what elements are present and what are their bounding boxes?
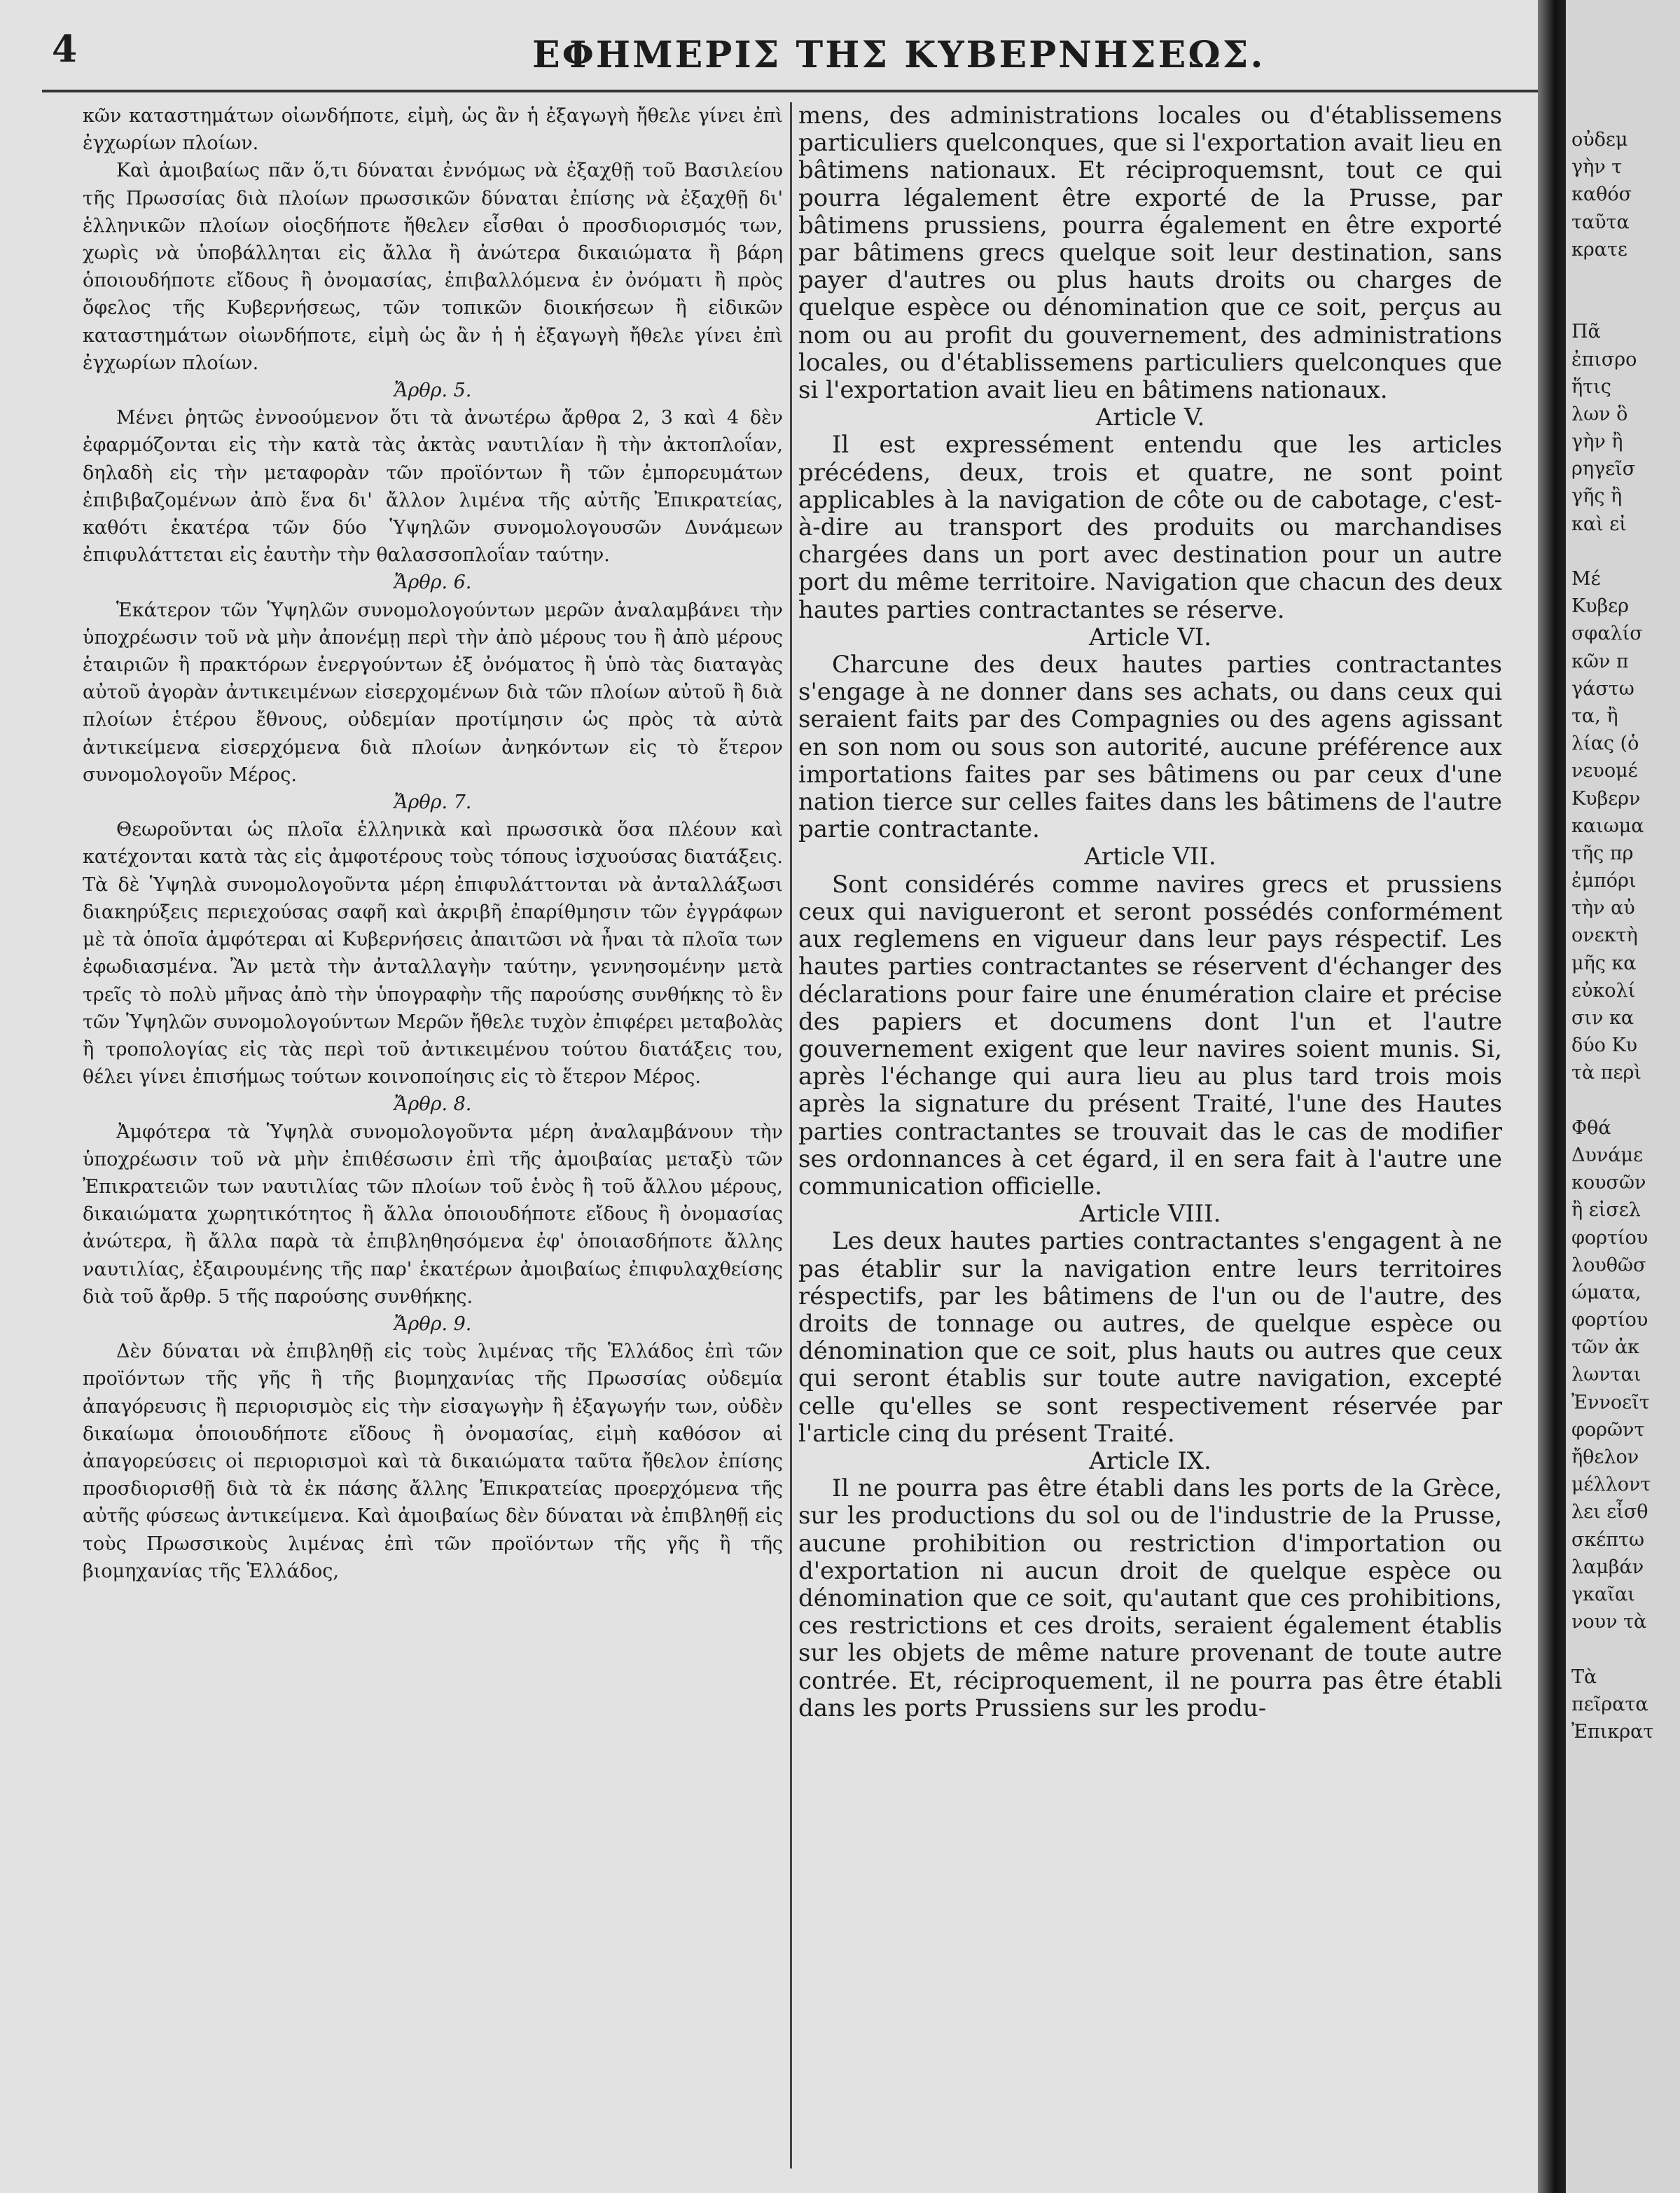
adjacent-page-line: σκέπτω [1571, 1528, 1644, 1551]
adjacent-page-line: Δυνάμε [1571, 1144, 1644, 1166]
french-article-6-heading: Article VI. [1089, 623, 1212, 651]
adjacent-page-line: Πᾶ [1571, 321, 1601, 343]
adjacent-page [1566, 0, 1680, 2193]
adjacent-page-line: λωνται [1571, 1364, 1641, 1386]
adjacent-page-line: κρατε [1571, 238, 1627, 261]
adjacent-page-line: μῆς κα [1571, 952, 1637, 974]
adjacent-page-line: ἢ εἰσελ [1571, 1199, 1641, 1222]
adjacent-page-line: ταῦτα [1571, 211, 1630, 233]
adjacent-page-line: καιωμα [1571, 815, 1644, 837]
adjacent-page-line [1571, 1635, 1676, 1663]
greek-opening-text: κῶν καταστημάτων οἰωνδήποτε, εἰμὴ, ὡς ἂν ἡ ἐξαγωγὴ ἤθελε γίνει ἐπὶ ἐγχωρίων πλοίων. [83, 105, 783, 155]
adjacent-page-fragments [1571, 126, 1676, 1745]
french-article-5-text: Il est expressément entendu que les articles précédens, deux, trois et quatre, ne sont point applicables à la navigation de côte ou de cabotage, c'est-à-dire au transport des produits ou marchandises chargées dans un port avec destination pour un autre port du même territoire. Navigation que chacun des deux hautes parties contractantes se réserve. [798, 431, 1502, 624]
adjacent-page-line: ἐπισρο [1571, 348, 1637, 371]
greek-article-7-text: Θεωροῦνται ὡς πλοῖα ἑλληνικὰ καὶ πρωσσικὰ ὅσα πλέουν καὶ κατέχονται κατὰ τὰς εἰς ἀμφοτέρους τοὺς τόπους ἰσχυούσας διατάξεις. Τὰ δὲ Ὑψηλὰ συνομολογοῦντα μέρη ἐπιφυλάττονται νὰ ἀνταλλάξωσι διακηρύξεις περιεχούσας σαφῆ καὶ ἀκριβῆ ἐπαρίθμησιν τῶν ἐγγράφων μὲ τὰ ὁποῖα ἀμφότεραι αἱ Κυβερνήσεις ἀπαιτῶσι νὰ ἦναι τὰ πλοῖα των ἐφωδιασμένα. Ἂν μετὰ τὴν ἀνταλλαγὴν ταύτην, γεννησομένην μετὰ τρεῖς τὸ πολὺ μῆνας ἀπὸ τὴν ὑπογραφὴν τῆς παρούσης συνθήκης τὸ ἓν τῶν Ὑψηλῶν συνομολογούντων Μερῶν ἤθελε τυχὸν ἐπιφέρει μεταβολὰς ἢ τροπολογίας εἰς τὰς περὶ τοῦ ἀντικειμένου τούτου διατάξεις του, θέλει γίνει ἐπισήμως τούτων κοινοποίησις εἰς τὸ ἕτερον Μέρος. [83, 819, 783, 1088]
adjacent-page-line: νουν τὰ [1571, 1611, 1647, 1633]
french-article-9-text: Il ne pourra pas être établi dans les ports de la Grèce, sur les productions du sol ou de l'industrie de la Prusse, aucune prohibition ou restriction d'importation ou d'exportation ni aucun droit de quelque espèce ou dénomination que ce soit, qu'autant que ces prohibitions, ces restrictions et ces droits, seraient également établis sur les objets de même nature provenant de toute autre contrée. Et, réciproquement, il ne pourra pas être établi dans les ports Prussiens sur les produ- [798, 1474, 1502, 1722]
french-opening-text: mens, des administrations locales ou d'établissemens particuliers quelconques, que si l'exportation avait lieu en bâtimens nationaux. Et réciproquemsnt, tout ce qui pourra légalement être exporté de la Prusse, par bâtimens prussiens, pourra également en être exporté par bâtimens grecs quelque soit leur destination, sans payer d'autres ou plus hauts droits ou charges de quelque espèce ou dénomination que ce soit, perçus au nom ou au profit du gouvernement, des administrations locales, ou d'établissemens particuliers quelconques que si l'exportation avait lieu en bâtimens nationaux. [798, 102, 1502, 405]
french-article-8-heading: Article VIII. [1079, 1200, 1221, 1229]
adjacent-page-line: ρηγεῖσ [1571, 458, 1636, 480]
french-article-7-heading: Article VII. [1084, 843, 1216, 871]
adjacent-page-line: ἥτις [1571, 375, 1611, 398]
adjacent-page-line: πεῖρατα [1571, 1693, 1648, 1715]
adjacent-page-line [1571, 291, 1676, 318]
french-article-8-text: Les deux hautes parties contractantes s'engagent à ne pas établir sur la navigation entre leurs territoires réspectifs, par les bâtimens de l'un ou de l'autre, des droits de tonnage ou autres, de quelque espèce ou dénomination que ce soit, plus hauts ou autres que ceux qui seront établis sur toute autre navigation, excepté celle qu'elles se sont respectivement réservée par l'article cinq du présent Traité. [798, 1227, 1502, 1448]
french-article-5-heading: Article V. [1095, 403, 1205, 432]
adjacent-page-line: Μέ [1571, 568, 1601, 590]
greek-article-8-text: Ἀμφότερα τὰ Ὑψηλὰ συνομολογοῦντα μέρη ἀναλαμβάνουν τὴν ὑποχρέωσιν τοῦ νὰ μὴν ἐπιθέσωσιν ἐπὶ τῆς ἀμοιβαίας μεταξὺ τῶν Ἐπικρατειῶν των ναυτιλίας τῶν πλοίων τοῦ ἑνὸς ἢ τοῦ ἄλλου μέρους, δικαιώματα χωρητικότητος ἢ ἄλλα ὁποιουδήποτε εἴδους ἢ ὀνομασίας ἀνώτερα, ἢ ἄλλα παρὰ τὰ ἐπιβληθησόμενα ἐφ' ὁποιασδήποτε ἄλλης ναυτιλίας, ἐξαιρουμένης τῆς παρ' ἑκατέρων ἀμοιβαίως ἐπιφυλαχθείσης διὰ τοῦ ἄρθρ. 5 τῆς παρούσης συνθήκης. [83, 1121, 783, 1308]
adjacent-page-line: μέλλοντ [1571, 1474, 1651, 1496]
adjacent-page-line: κουσῶν [1571, 1172, 1646, 1194]
french-article-9-heading: Article IX. [1089, 1446, 1212, 1475]
adjacent-page-line: λαμβάν [1571, 1556, 1644, 1578]
greek-article-6-text: Ἑκάτερον τῶν Ὑψηλῶν συνομολογούντων μερῶν ἀναλαμβάνει τὴν ὑποχρέωσιν τοῦ νὰ μὴν ἀπονέμῃ περὶ τὴν ἀπὸ μέρους του ἢ ἀπὸ μέρους ἑταιριῶν ἢ πρακτόρων ἐνεργούντων ἐξ ὀνόματος ἢ ὑπὸ τὰς διαταγὰς αὐτοῦ ἀγορὰν ἀντικειμένων εἰσερχομένων διὰ τῶν πλοίων αὐτοῦ ἢ διὰ πλοίων ἑτέρου ἔθνους, οὐδεμίαν προτίμησιν ὡς πρὸς τὰ αὐτὰ ἀντικείμενα εἰσερχόμενα διὰ πλοίων ἀνηκόντων εἰς τὸ ἕτερον συνομολογοῦν Μέρος. [83, 599, 783, 786]
adjacent-page-line: φορτίου [1571, 1226, 1648, 1249]
adjacent-page-line: τῆς πρ [1571, 842, 1634, 864]
greek-article-5-text: Μένει ῥητῶς ἐννοούμενον ὅτι τὰ ἀνωτέρω ἄρθρα 2, 3 καὶ 4 δὲν ἐφαρμόζονται εἰς τὴν κατὰ τὰς ἀκτὰς ναυτιλίαν ἢ τὴν ἀκτοπλοΐαν, δηλαδὴ εἰς τὴν μεταφορὰν τῶν προϊόντων ἢ τῶν ἐμπορευμάτων ἐπιβιβαζομένων ἀπὸ ἕνα δι' ἄλλον λιμένα τῆς αὐτῆς Ἐπικρατείας, καθότι ἑκατέρα τῶν δύο Ὑψηλῶν συνομολογουσῶν Δυνάμεων ἐπιφυλάττεται εἰς ἑαυτὴν τὴν θαλασσοπλοΐαν ταύτην. [83, 407, 783, 567]
french-article-7-text: Sont considérés comme navires grecs et prussiens ceux qui navigueront et seront possédés conformément aux reglemens en vigueur dans leur pays réspectif. Les hautes parties contractantes se réservent d'échanger des déclarations pour faire une énumération claire et précise des papiers et documens dont l'un et l'autre gouvernement exigent que leur navires soient munis. Si, après l'échange qui aura lieu au plus tard trois mois après la signature du présent Traité, l'une des Hautes parties contractantes se trouvait das le cas de modifier ses ordonnances à cet égard, il en sera fait à l'autre une communication officielle. [798, 870, 1502, 1201]
adjacent-page-line [1571, 263, 1676, 291]
adjacent-page-line: γὴν τ [1571, 156, 1623, 179]
adjacent-page-line: λει εἶσθ [1571, 1501, 1648, 1523]
greek-article-9-heading: Ἄρθρ. 9. [394, 1313, 472, 1335]
adjacent-page-line: Ἐννοεῖτ [1571, 1391, 1650, 1413]
adjacent-page-line: Κυβερ [1571, 595, 1630, 618]
adjacent-page-line: τὴν αὐ [1571, 897, 1635, 920]
french-column [798, 102, 1502, 1722]
adjacent-page-line [1571, 1087, 1676, 1114]
adjacent-page-line: νευομέ [1571, 760, 1638, 782]
adjacent-page-line: φορῶντ [1571, 1418, 1645, 1441]
adjacent-page-line: ώματα, [1571, 1281, 1641, 1303]
running-title: ΕΦΗΜΕΡΙΣ ΤΗΣ ΚΥΒΕΡΝΗΣΕΩΣ. [532, 34, 1265, 76]
adjacent-page-line: δύο Κυ [1571, 1035, 1638, 1057]
adjacent-page-line: γκαῖαι [1571, 1583, 1635, 1605]
adjacent-page-line: λων ὃ [1571, 403, 1628, 425]
greek-article-8-heading: Ἄρθρ. 8. [394, 1093, 472, 1116]
book-binding-gutter [1538, 0, 1566, 2193]
adjacent-page-line: ἤθελον [1571, 1446, 1639, 1468]
adjacent-page-line: ονεκτὴ [1571, 925, 1638, 947]
adjacent-page-line: εὐκολί [1571, 979, 1636, 1002]
greek-article-7-heading: Ἄρθρ. 7. [394, 791, 472, 814]
adjacent-page-line: γῆς ἢ [1571, 485, 1623, 508]
adjacent-page-line: γάστω [1571, 677, 1634, 700]
adjacent-page-line: λουθῶσ [1571, 1254, 1646, 1276]
header-rule [42, 90, 1548, 92]
column-divider [790, 102, 792, 2168]
adjacent-page-line: λίας (ὁ [1571, 733, 1639, 755]
adjacent-page-line: καθόσ [1571, 184, 1632, 206]
adjacent-page-line: καὶ εἰ [1571, 513, 1627, 535]
adjacent-page-line: τὰ περὶ [1571, 1062, 1641, 1084]
greek-article-6-heading: Ἄρθρ. 6. [394, 572, 472, 594]
greek-reciprocal-paragraph: Καὶ ἀμοιβαίως πᾶν ὅ,τι δύναται ἐννόμως νὰ ἐξαχθῇ τοῦ Βασιλείου τῆς Πρωσσίας διὰ πλοίων πρωσσικῶν δύναται ἐπίσης νὰ ἐξαχθῇ δι' ἑλληνικῶν πλοίων οἱοςδήποτε ἤθελεν εἶσθαι ὁ προσδιορισμός των, χωρὶς νὰ ὑποβάλληται εἰς ἄλλα ἢ ἀνώτερα δικαιώματα ἢ βάρη ὁποιουδήποτε εἴδους ἢ ὀνομασίας, ἐπιβαλλόμενα ἐν ὀνόματι ἢ πρὸς ὄφελος τῆς Κυβερνήσεως, τῶν τοπικῶν διοικήσεων ἢ εἰδικῶν καταστημάτων οἰωνδήποτε, εἰμὴ ὡς ἂν ἡ ἡ ἐξαγωγὴ ἤθελε γίνει ἐπὶ ἐγχωρίων πλοίων. [83, 160, 783, 374]
adjacent-page-line: οὐδεμ [1571, 129, 1628, 151]
adjacent-page-line: σιν κα [1571, 1007, 1634, 1029]
adjacent-page-line: κῶν π [1571, 650, 1629, 672]
adjacent-page-line: τῶν ἀκ [1571, 1336, 1640, 1359]
adjacent-page-line: σφαλίσ [1571, 623, 1643, 645]
french-article-6-text: Charcune des deux hautes parties contractantes s'engage à ne donner dans ses achats, ou dans ceux qui seraient faits par des Compagnies ou des agens agissant en son nom ou sous son autorité, aucune préférence aux importations faites par ses bâtimens ou par ceux d'une nation tierce sur celles faites dans les bâtimens de l'autre partie contractante. [798, 651, 1502, 844]
adjacent-page-line: Κυβερν [1571, 787, 1641, 810]
adjacent-page-line: γὴν ἢ [1571, 431, 1623, 453]
page-number: 4 [52, 28, 78, 71]
adjacent-page-line: Ἐπικρατ [1571, 1720, 1654, 1743]
adjacent-page-line: τα, ἢ [1571, 705, 1618, 727]
greek-column [83, 102, 783, 1585]
adjacent-page-line: Φθά [1571, 1116, 1611, 1139]
adjacent-page-line: φορτίου [1571, 1309, 1648, 1331]
adjacent-page-line [1571, 538, 1676, 565]
greek-article-9-text: Δὲν δύναται νὰ ἐπιβληθῇ εἰς τοὺς λιμένας τῆς Ἑλλάδος ἐπὶ τῶν προϊόντων τῆς γῆς ἢ τῆς βιομηχανίας τῆς Πρωσσίας οὐδεμία ἀπαγόρευσις ἢ περιορισμὸς εἰς τὴν εἰσαγωγὴν ἢ ἐξαγωγήν των, οὐδὲν δικαίωμα ὁποιουδήποτε εἴδους ἢ ὀνομασίας, εἰμὴ καθόσον αἱ ἀπαγορεύσεις οἱ περιορισμοὶ καὶ τὰ δικαιώματα ταῦτα ἤθελον ἐπίσης προσδιορισθῇ διὰ τὰ ἐκ πάσης ἄλλης Ἐπικρατείας προερχόμενα τῆς αὐτῆς φύσεως ἀντικείμενα. Καὶ ἀμοιβαίως δὲν δύναται νὰ ἐπιβληθῇ εἰς τοὺς Πρωσσικοὺς λιμένας ἐπὶ τῶν προϊόντων τῆς γῆς ἢ τῆς βιομηχανίας τῆς Ἑλλάδος, [83, 1341, 783, 1582]
greek-article-5-heading: Ἄρθρ. 5. [394, 380, 472, 402]
adjacent-page-line: Τὰ [1571, 1666, 1597, 1688]
adjacent-page-line: ἐμπόρι [1571, 870, 1637, 892]
